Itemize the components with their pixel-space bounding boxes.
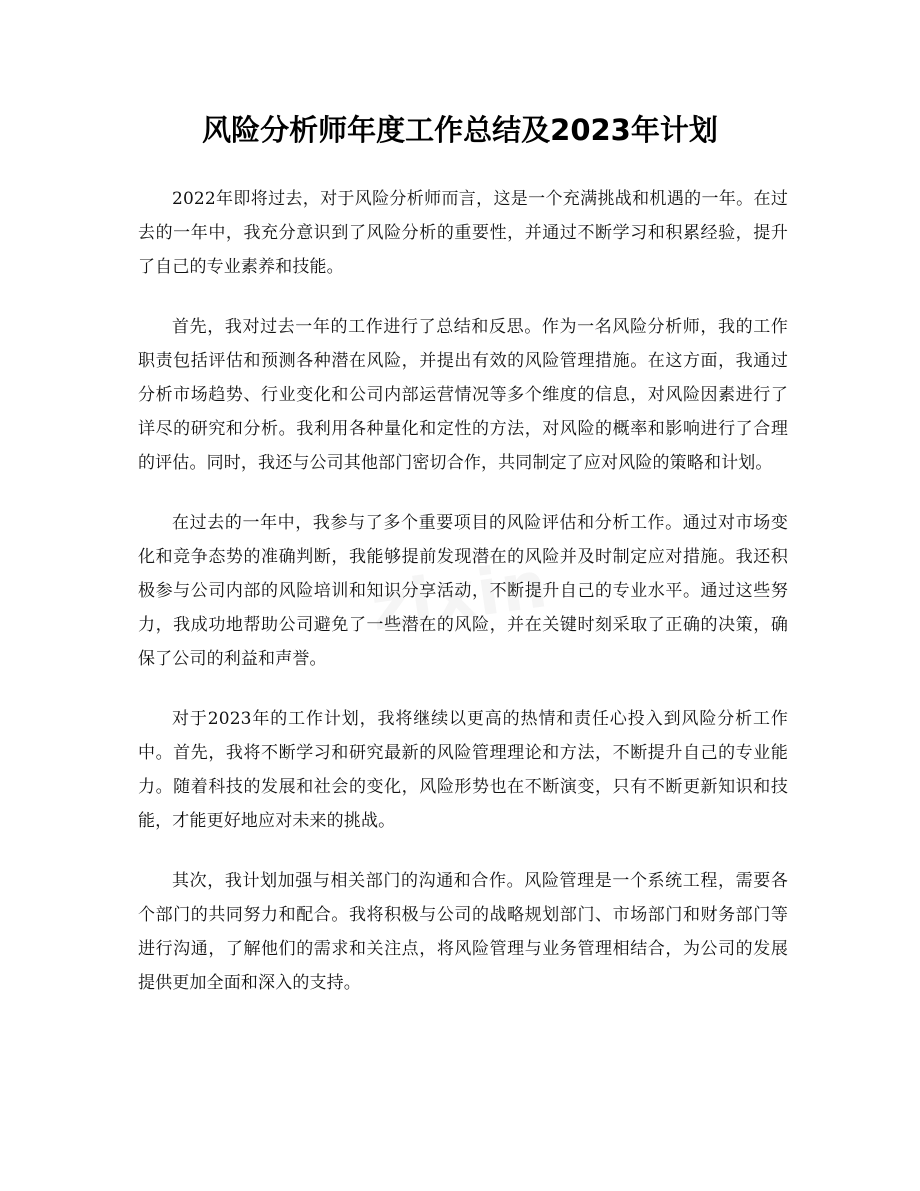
paragraph: 对于2023年的工作计划，我将继续以更高的热情和责任心投入到风险分析工作中。首先，我将不断学习和研究最新的风险管理理论和方法，不断提升自己的专业能力。随着科技的发展和社会的变化，风险形势也在不断演变，只有不断更新知识和技能，才能更好地应对未来的挑战。 bbox=[138, 709, 788, 831]
paragraph: 在过去的一年中，我参与了多个重要项目的风险评估和分析工作。通过对市场变化和竞争态势的准确判断，我能够提前发现潜在的风险并及时制定应对措施。我还积极参与公司内部的风险培训和知识分享活动，不断提升自己的专业水平。通过这些努力，我成功地帮助公司避免了一些潜在的风险，并在关键时刻采取了正确的决策，确保了公司的利益和声誉。 bbox=[138, 513, 788, 669]
watermark: zixin bbox=[366, 547, 554, 647]
document-title: 风险分析师年度工作总结及2023年计划 bbox=[202, 113, 718, 147]
paragraph: 2022年即将过去，对于风险分析师而言，这是一个充满挑战和机遇的一年。在过去的一年中，我充分意识到了风险分析的重要性，并通过不断学习和积累经验，提升了自己的专业素养和技能。 bbox=[138, 189, 788, 277]
paragraph: 其次，我计划加强与相关部门的沟通和合作。风险管理是一个系统工程，需要各个部门的共同努力和配合。我将积极与公司的战略规划部门、市场部门和财务部门等进行沟通，了解他们的需求和关注点，将风险管理与业务管理相结合，为公司的发展提供更加全面和深入的支持。 bbox=[138, 871, 788, 993]
paragraph: 首先，我对过去一年的工作进行了总结和反思。作为一名风险分析师，我的工作职责包括评估和预测各种潜在风险，并提出有效的风险管理措施。在这方面，我通过分析市场趋势、行业变化和公司内部运营情况等多个维度的信息，对风险因素进行了详尽的研究和分析。我利用各种量化和定性的方法，对风险的概率和影响进行了合理的评估。同时，我还与公司其他部门密切合作，共同制定了应对风险的策略和计划。 bbox=[138, 317, 788, 473]
document-body bbox=[138, 182, 788, 1026]
